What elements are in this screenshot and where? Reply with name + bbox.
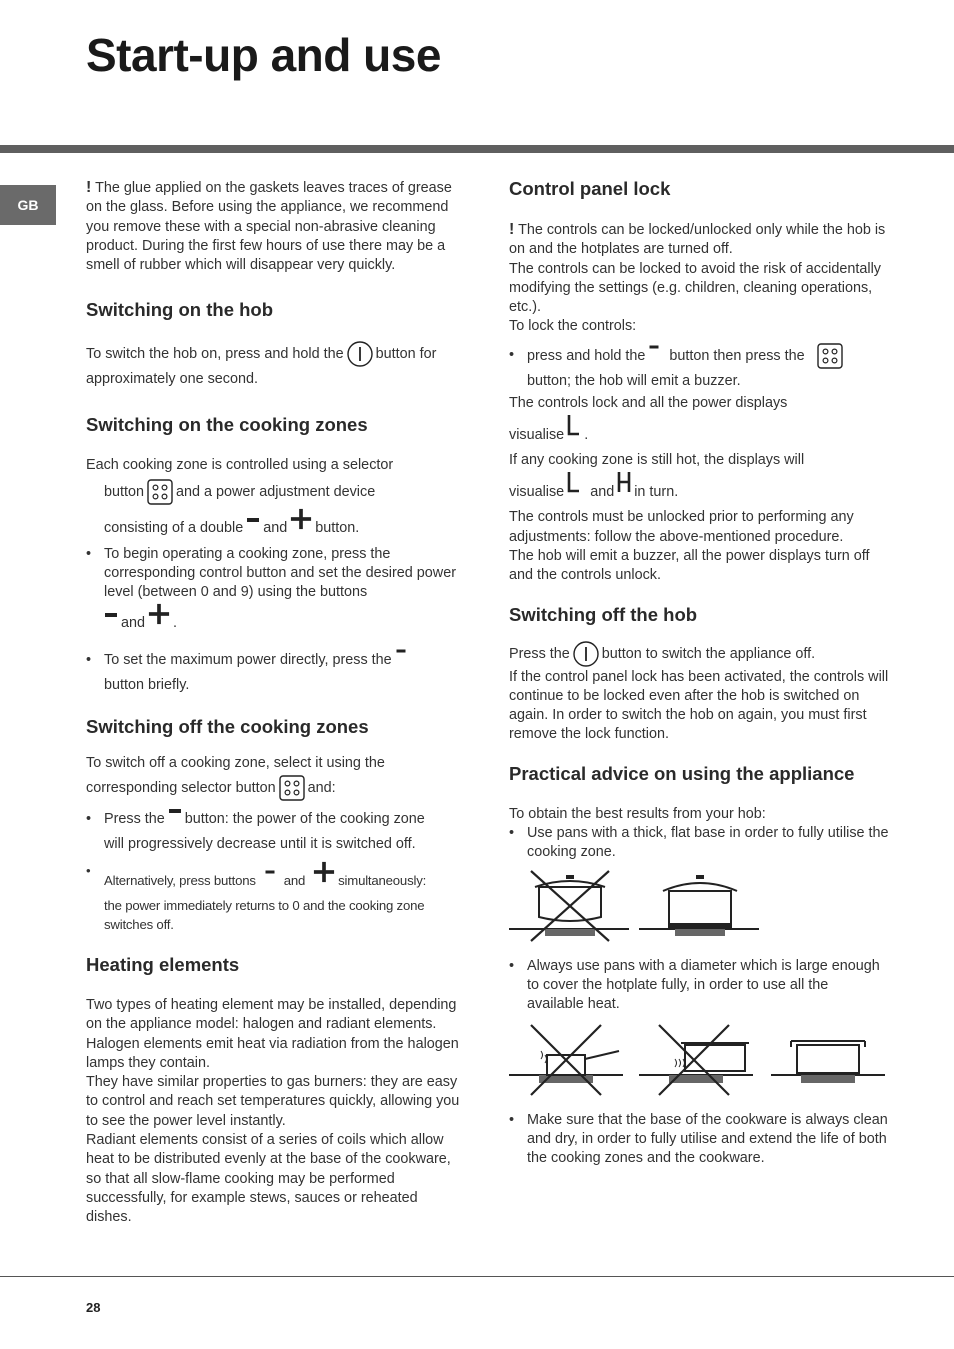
pan-diameter-figure <box>509 1023 889 1105</box>
zones-line-2: button and a power adjustment device <box>86 476 466 508</box>
page-title: Start-up and use <box>86 29 441 81</box>
switch-off-line-1: Press the button to switch the appliance off. <box>509 640 889 668</box>
display-L-icon <box>567 413 581 437</box>
heading-switch-on-zones: Switching on the cooking zones <box>86 414 368 436</box>
lock-warning: ! The controls can be locked/unlocked only while the hob is on and the hotplates are turned off. <box>509 221 886 258</box>
advice-bullets-3 <box>509 1111 889 1169</box>
heading-heating-elements: Heating elements <box>86 953 240 975</box>
off-zones-bullets <box>86 807 466 934</box>
correct-pan-fit <box>771 1041 885 1083</box>
wrong-pan-raised <box>639 1025 753 1095</box>
advice-intro: To obtain the best results from your hob: <box>509 805 766 822</box>
page-number: 28 <box>86 1300 101 1315</box>
list-item: • Make sure that the base of the cookware is always clean and dry, in order to fully utilise and extend the life of both the cooking zones and the cookware. <box>509 1111 889 1169</box>
zone-selector-icon <box>147 479 173 505</box>
zones-line-1: Each cooking zone is controlled using a selector <box>86 457 394 474</box>
warning-mark: ! <box>509 221 515 238</box>
language-tab: GB <box>0 185 56 225</box>
heading-switch-on-hob: Switching on the hob <box>86 299 274 321</box>
advice-bullets <box>509 824 889 863</box>
lock-p6: The hob will emit a buzzer, all the power displays turn off and the controls unlock. <box>509 547 870 584</box>
heating-p4: Radiant elements consist of a series of coils which allow heat to be distributed evenly at the base of the cookware, so that all slow-flame cooking may be performed successfully, for example stews, sauces or reheated dishes. <box>86 1132 451 1226</box>
minus-icon <box>648 344 660 350</box>
intro-note: ! The glue applied on the gaskets leaves traces of grease on the glass. Before using the appliance, we recommend you remove these with a special non-abrasive cleaning product. During the first few hours of use there may be a smell of rubber which will disappear very quickly. <box>86 179 452 274</box>
heading-control-lock: Control panel lock <box>509 178 671 199</box>
zone-selector-icon <box>817 343 843 369</box>
lock-p2: To lock the controls: <box>509 318 637 335</box>
heating-p2: Halogen elements emit heat via radiation from the halogen lamps they contain. <box>86 1035 459 1071</box>
pan-base-figure <box>509 867 889 947</box>
plus-icon <box>313 861 335 883</box>
lock-p5: The controls must be unlocked prior to performing any adjustments: follow the above-mentioned procedure. <box>509 509 854 545</box>
header-rule <box>0 145 954 153</box>
minus-icon <box>168 807 182 815</box>
wrong-pan-thin-base <box>509 871 629 941</box>
list-item: • To set the maximum power directly, press the button briefly. <box>86 648 466 698</box>
list-item: • press and hold the button then press the button; the hob will emit a buzzer. <box>509 343 889 394</box>
lock-p3b: visualise . <box>509 413 889 451</box>
switch-on-hob-text: To switch the hob on, press and hold the button for approximately one second. <box>86 341 466 392</box>
lock-p1: The controls can be locked to avoid the risk of accidentally modifying the settings (e.g. children, cleaning operations, etc.). <box>509 260 881 316</box>
lock-p4b: visualise and in turn. <box>509 470 889 508</box>
heating-p3: They have similar properties to gas burners: they are easy to control and reach set temperatures quickly, allowing you to see the power level instantly. <box>86 1074 460 1129</box>
zone-selector-icon <box>279 775 305 801</box>
list-item: • Press the button: the power of the cooking zone will progressively decrease until it is switched off. <box>86 807 466 857</box>
list-item: • Use pans with a thick, flat base in order to fully utilise the cooking zone. <box>509 824 889 863</box>
pan-illustration <box>509 867 769 945</box>
lock-p4: If any cooking zone is still hot, the displays will <box>509 452 805 469</box>
plus-icon <box>148 603 170 625</box>
heating-p1: Two types of heating element may be installed, depending on the appliance model: halogen and radiant elements. <box>86 996 457 1033</box>
lock-p3: The controls lock and all the power displays <box>509 394 788 411</box>
off-zones-line-2: corresponding selector button and: <box>86 773 466 803</box>
off-zones-line-1: To switch off a cooking zone, select it using the <box>86 754 385 771</box>
minus-icon <box>264 869 276 875</box>
zones-line-3: consisting of a double and button. <box>86 508 466 545</box>
minus-icon <box>104 611 118 619</box>
right-column <box>509 178 889 1168</box>
heading-switch-off-hob: Switching off the hob <box>509 603 698 625</box>
zones-bullets <box>86 545 466 698</box>
plus-icon <box>290 508 312 530</box>
pan-diameter-illustration <box>509 1023 889 1101</box>
list-item: • Always use pans with a diameter which is large enough to cover the hotplate fully, in order to use all the available heat. <box>509 957 889 1015</box>
lock-bullets <box>509 343 889 394</box>
footer-rule <box>0 1276 954 1277</box>
list-item: • To begin operating a cooking zone, press the corresponding control button and set the desired power level (between 0 and 9) using the buttons and . <box>86 545 466 642</box>
switch-off-p1: If the control panel lock has been activated, the controls will continue to be locked even after the hob is switched on again. In order to switch the hob on again, you must first remove the lock function. <box>509 668 889 743</box>
advice-bullets-2 <box>509 957 889 1015</box>
power-button-icon <box>573 641 599 667</box>
minus-icon <box>246 516 260 524</box>
heading-practical-advice: Practical advice on using the appliance <box>509 762 855 784</box>
left-column <box>86 178 466 1228</box>
list-item: • Alternatively, press buttons and simultaneously: the power immediately returns to 0 and the cooking zone switches off. <box>86 861 466 934</box>
power-button-icon <box>347 341 373 367</box>
display-H-icon <box>617 470 631 494</box>
heading-switch-off-zones: Switching off the cooking zones <box>86 715 369 737</box>
display-L-icon <box>567 470 581 494</box>
correct-pan-thick-base <box>639 875 759 936</box>
warning-mark: ! <box>86 179 92 196</box>
minus-icon <box>395 648 407 654</box>
wrong-pan-small <box>509 1025 623 1095</box>
